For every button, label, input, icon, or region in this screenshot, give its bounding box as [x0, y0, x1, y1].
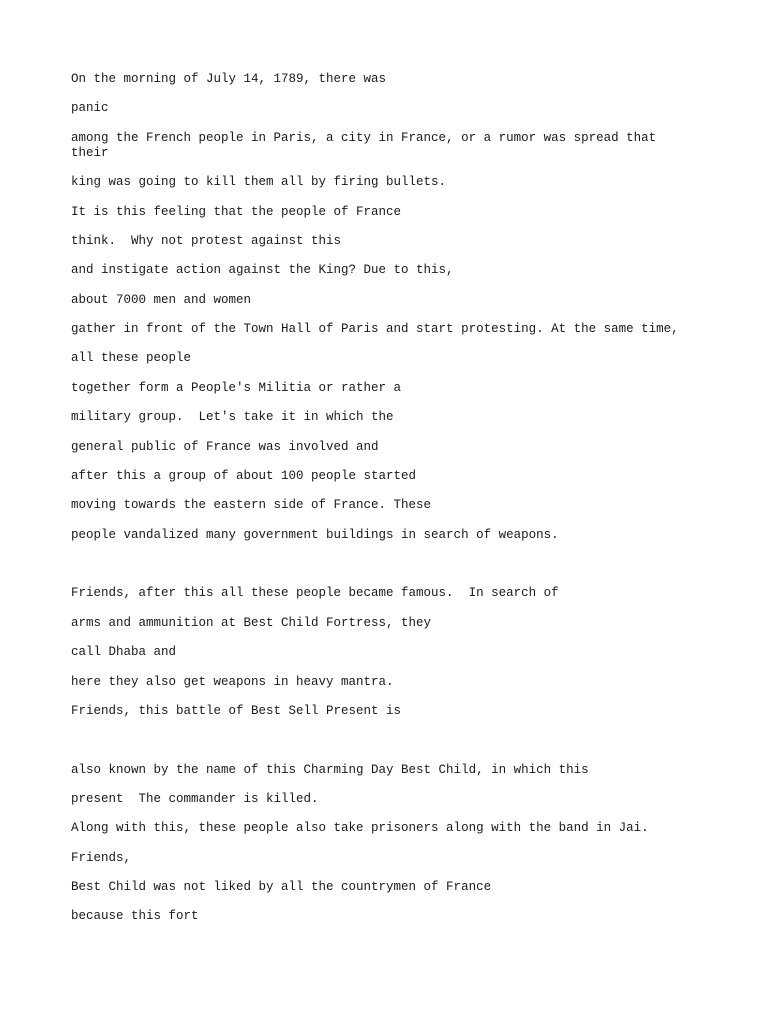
text-line: It is this feeling that the people of France — [71, 205, 402, 219]
text-line: here they also get weapons in heavy mantra. — [71, 675, 394, 689]
text-line: about 7000 men and women — [71, 293, 252, 307]
text-line: together form a People's Militia or rather a — [71, 381, 402, 395]
text-line: Friends, this battle of Best Sell Present is — [71, 704, 402, 718]
text-line: On the morning of July 14, 1789, there was — [71, 72, 387, 86]
text-line: Friends, — [71, 851, 132, 865]
text-line: also known by the name of this Charming Day Best Child, in which this — [71, 763, 589, 777]
text-line: call Dhaba and — [71, 645, 177, 659]
text-line: all these people — [71, 351, 192, 365]
text-line: among the French people in Paris, a city in France, or a rumor was spread that their — [71, 131, 664, 160]
text-line: Along with this, these people also take prisoners along with the band in Jai. — [71, 821, 649, 835]
text-line: think. Why not protest against this — [71, 234, 342, 248]
text-line: moving towards the eastern side of France. These — [71, 498, 432, 512]
text-line: king was going to kill them all by firing bullets. — [71, 175, 447, 189]
text-line: Friends, after this all these people became famous. In search of — [71, 586, 559, 600]
text-line: arms and ammunition at Best Child Fortress, they — [71, 616, 432, 630]
text-line: gather in front of the Town Hall of Paris and start protesting. At the same time, — [71, 322, 679, 336]
text-line: people vandalized many government buildings in search of weapons. — [71, 528, 559, 542]
text-line: general public of France was involved and — [71, 440, 379, 454]
text-line: military group. Let's take it in which the — [71, 410, 394, 424]
text-line: Best Child was not liked by all the countrymen of France — [71, 880, 492, 894]
text-line: after this a group of about 100 people started — [71, 469, 417, 483]
text-line: present The commander is killed. — [71, 792, 319, 806]
text-line: and instigate action against the King? Due to this, — [71, 263, 454, 277]
text-line: panic — [71, 101, 109, 115]
text-line: because this fort — [71, 909, 199, 923]
